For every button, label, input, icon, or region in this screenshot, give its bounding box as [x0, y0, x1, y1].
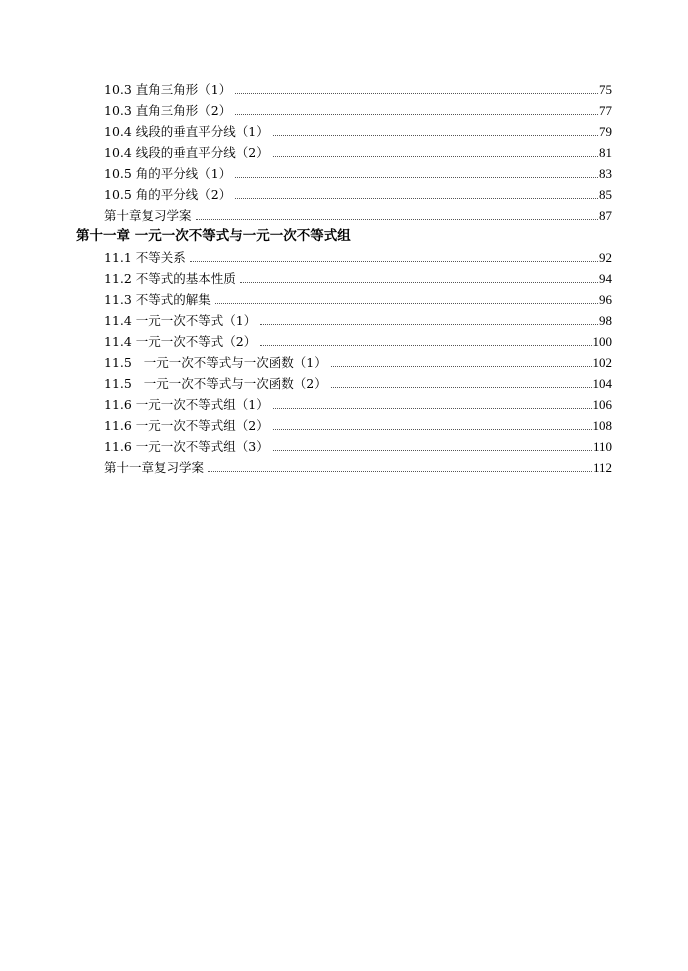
toc-entry-page: 104	[592, 376, 612, 391]
dot-leader	[273, 135, 598, 136]
toc-entry[interactable]	[76, 349, 612, 370]
toc-entry-page: 81	[599, 145, 612, 160]
toc-entry-page: 92	[599, 250, 612, 265]
chapter-title: 第十一章 一元一次不等式与一元一次不等式组	[76, 228, 351, 244]
dot-leader	[235, 93, 598, 94]
toc-entry[interactable]	[76, 307, 612, 328]
toc-entry[interactable]	[76, 139, 612, 160]
dot-leader	[331, 387, 592, 388]
toc-entry-title: 11.5 一元一次不等式与一次函数（2）	[104, 376, 327, 391]
table-of-contents	[76, 76, 612, 475]
toc-entry-page: 75	[599, 82, 612, 97]
toc-entry-page: 83	[599, 166, 612, 181]
dot-leader	[215, 303, 598, 304]
toc-entry-page: 94	[599, 271, 612, 286]
toc-entry-title: 10.4 线段的垂直平分线（1）	[104, 124, 269, 139]
dot-leader	[190, 261, 598, 262]
toc-entry-page: 102	[592, 355, 612, 370]
toc-entry-title: 10.3 直角三角形（1）	[104, 82, 232, 97]
toc-entry-page: 79	[599, 124, 612, 139]
toc-entry-title: 第十一章复习学案	[104, 460, 205, 475]
toc-entry[interactable]	[76, 97, 612, 118]
toc-entry-title: 11.6 一元一次不等式组（1）	[104, 397, 269, 412]
toc-entry-title: 10.5 角的平分线（2）	[104, 187, 232, 202]
dot-leader	[273, 408, 592, 409]
toc-entry-title: 11.5 一元一次不等式与一次函数（1）	[104, 355, 327, 370]
toc-entry[interactable]	[76, 286, 612, 307]
toc-entry-title: 11.3 不等式的解集	[104, 292, 211, 307]
toc-entry-title: 10.5 角的平分线（1）	[104, 166, 232, 181]
toc-entry[interactable]	[76, 328, 612, 349]
toc-entry[interactable]	[76, 433, 612, 454]
toc-entry[interactable]	[76, 370, 612, 391]
toc-entry[interactable]	[76, 76, 612, 97]
toc-entry-page: 100	[592, 334, 612, 349]
dot-leader	[235, 177, 598, 178]
dot-leader	[208, 471, 592, 472]
toc-entry[interactable]	[76, 181, 612, 202]
toc-entry-title: 11.1 不等关系	[104, 250, 186, 265]
dot-leader	[273, 450, 592, 451]
toc-entry-title: 11.2 不等式的基本性质	[104, 271, 236, 286]
dot-leader	[196, 219, 598, 220]
toc-entry-title: 11.6 一元一次不等式组（3）	[104, 439, 269, 454]
toc-chapter-heading[interactable]	[76, 223, 612, 244]
dot-leader	[260, 324, 598, 325]
dot-leader	[331, 366, 592, 367]
toc-entry[interactable]	[76, 412, 612, 433]
toc-entry[interactable]	[76, 265, 612, 286]
toc-entry-page: 110	[592, 439, 612, 454]
dot-leader	[273, 429, 592, 430]
toc-entry-title: 11.4 一元一次不等式（2）	[104, 334, 257, 349]
toc-entry[interactable]	[76, 391, 612, 412]
toc-entry-page: 106	[592, 397, 612, 412]
toc-entry-page: 96	[599, 292, 612, 307]
toc-entry[interactable]	[76, 160, 612, 181]
toc-entry-page: 112	[592, 460, 612, 475]
toc-entry[interactable]	[76, 118, 612, 139]
toc-entry-title: 11.6 一元一次不等式组（2）	[104, 418, 269, 433]
dot-leader	[273, 156, 598, 157]
toc-entry-page: 85	[599, 187, 612, 202]
dot-leader	[235, 198, 598, 199]
toc-entry[interactable]	[76, 454, 612, 475]
dot-leader	[235, 114, 598, 115]
toc-entry-page: 108	[592, 418, 612, 433]
dot-leader	[240, 282, 598, 283]
toc-entry-title: 第十章复习学案	[104, 208, 192, 223]
toc-entry-title: 10.3 直角三角形（2）	[104, 103, 232, 118]
toc-entry-page: 98	[599, 313, 612, 328]
toc-entry[interactable]	[76, 244, 612, 265]
toc-entry-title: 11.4 一元一次不等式（1）	[104, 313, 257, 328]
toc-entry-page: 87	[599, 208, 612, 223]
toc-entry[interactable]	[76, 202, 612, 223]
toc-entry-page: 77	[599, 103, 612, 118]
dot-leader	[260, 345, 591, 346]
toc-entry-title: 10.4 线段的垂直平分线（2）	[104, 145, 269, 160]
